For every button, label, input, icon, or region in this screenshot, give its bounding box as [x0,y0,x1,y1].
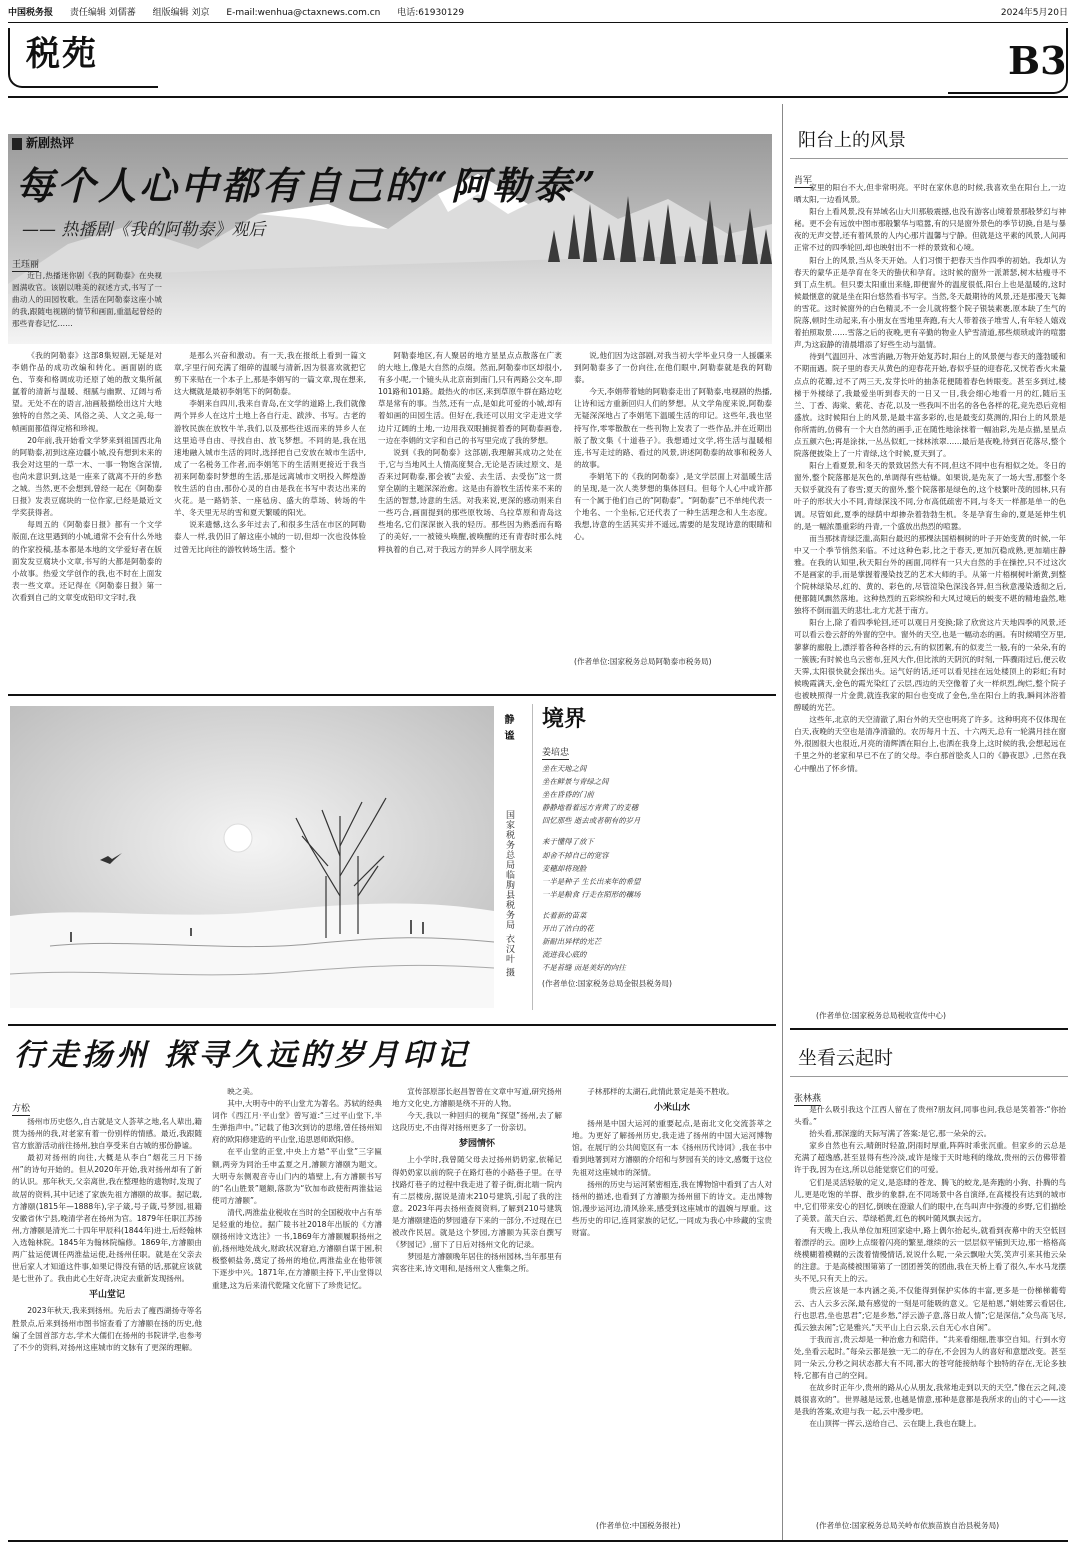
balcony-p2: 阳台上看风景,没有异域名山大川那般震撼,也没有游客山境着景那般梦幻与神秘。更不会有远放中图市那般繁华与喧嚣,有的只是窗外景色的季节切换,自是与暴夜的无声交替,还有着风景的人内心那片温馨与宁静。但就是这平素的风景,人间再正常不过的四季轮回,却也映射出不一样的景致和心境。 [794,207,1066,253]
yz-col2-p2: 其中,大明寺中的平山堂尤为著名。苏轼的经典词作《西江月·平山堂》曾写道:“三过平山堂下,半生弹指声中。”记载了他3次到访的思绪,曾任扬州知府的欧阳修建造的平山堂,追思恩师欧阳修。 [212,1099,382,1145]
yz-col2-p3: 在平山堂的正堂,中央上方悬“平山堂”三字匾额,两旁为同治壬申孟夏之月,濬颐方濬颐为题文。大明寺东侧观音寺山门内的墙壁上,有方濬颐书写的“名山胜景”题额,落款为“钦加布政使衔两淮盐运使司方濬颐”。 [212,1147,382,1205]
yangzhou-col-1 [12,1116,202,1544]
photo-poem-divider [532,704,533,1010]
yangzhou-col-3 [392,1086,562,1544]
balcony-affiliation: (作者单位:国家税务总局税收宣传中心) [816,1011,946,1020]
issue-date: 2024年5月20日 [1000,8,1068,18]
poem-line: 回忆那些 逝去或者朝有的岁月 [542,816,641,826]
poem-line: 流进我心底的 [542,950,587,960]
clouds-p5: 有天晚上,我从单位加班回家途中,路上偶尔抬起头,就看到夜幕中的天空低回着漂浮的云。面吵上点缀着闪亮的繁星,继续的云一层层似平铺到天边,那一格格高绕模糊着模糊的云泼着情慢情话,说说什么呢,一朵云飘啦大笑,笑声引来其他云朵的注意。于是高楼被围第第了一团团善笑的团曲,我在天桥上看了很久,车水马龙摆头不见,只有天上的云。 [794,1225,1066,1284]
column-tag-marker [12,138,22,150]
yz-col1-p2: 最初对扬州的向往,大概是从李白“烟花三月下扬州”的诗句开始的。但从2020年开始,我对扬州却有了新的认识。那年秋天,父亲离世,我在整理他的遗物时,发现了故居的资料,其中记述了家族先祖方濬颐的故事。据记载,方濬颐(1815年—1888年),字子箴,号子箴,号梦园,祖籍安徽省休宁县,晚清学者在扬州为官。1879年任职江苏扬州,方濬颐是清光二十四年甲辰科(1844年)进士,后经翰林入选翰林院。1845年为翰林院编修。1869年,方濬颐由两广盐运使调任两淮盐运使,赴扬州任职。就是在父亲去世后家人才知道这件事,如果记得没有错的话,那就应该就是七世孙了。我由此心生好奇,决定去重新发现扬州。 [12,1153,202,1284]
balcony-title-rule [790,158,1068,159]
poem-line: 新耐出异样的光芒 [542,937,602,947]
yangzhou-affiliation: (作者单位:中国税务报社) [596,1521,681,1530]
section-title: 税苑 [26,34,98,74]
editor-credit: 责任编辑 刘儒蕃 [69,8,136,18]
poem-line: 长着新的苗菜 [542,910,587,920]
main-col-1 [12,350,162,694]
main-col-2 [174,350,366,694]
poem-title: 境界 [542,706,587,732]
poem-line: 一半是粮食 行走在陌形的穰场 [542,889,641,899]
yangzhou-author-name: 方松 [12,1101,30,1116]
balcony-bottom-rule [790,1028,1068,1030]
masthead-info-bar [8,6,1068,20]
main-col1-p1: 《我的阿勒泰》这部8集短剧,无疑是对李娟作品的成功改编和转化。画面剧的底色、节奏和格调成功还原了她的散文集所氤氲着的清新与温暖、细腻与幽默、辽阔与希望。无处不在的语言,油画般描绘出这片大地独特的自然之美、风俗之美、人文之美,每一帧画面都值得定格和珍视。 [12,351,162,433]
yz-col3-p3: 上小学时,我曾随父母去过扬州奶奶家,依稀记得奶奶家以前的院子在路灯巷的小路巷子里。在寻找路灯巷子的过程中我走进了着子街,街北端一院内有二层楼房,据说是清末210号建筑,引起了我的注意。2023年再去扬州查阅资料,了解到210号建筑是方濬颐建造的梦园遗存下来的一部分,不过现在已被改作民居。就是这个梦园,方濬颐为其亲自撰写《梦园记》,留下了日后对扬州文化的记录。 [392,1155,562,1250]
header-rule [8,22,1068,23]
layout-editor-credit: 组版编辑 刘京 [152,8,210,18]
yangzhou-author [12,1096,30,1116]
poem-line: 麦穗却将现脸 [542,863,587,873]
clouds-p1: 是什么吸引我这个江西人留在了贵州?朋友问,同事也问,我总是笑着答:“你抬头看。” [794,1105,1066,1127]
author-name: 王珏丽 [12,257,39,272]
main-col2-p1: 是那么兴奋和激动。有一天,我在报纸上看到一篇文章,字里行间充满了细碎的温暖与清新,因为很喜欢就把它剪下来贴在一个本子上,那是李娟写的一篇文章,现在想来,这大概就是最初李娟笔下的阿勒泰。 [174,351,366,397]
main-col2-p2: 李娟来自四川,我来自青岛,在文学的道路上,我们就像两个异乡人在这片土地上各自行走、跋涉、书写。古老的游牧民族在放牧牛羊,我们,以及那些往返而来的异乡人在这里追寻自由、寻找自由、放飞梦想。不同的是,我在迅速地融入城市生活的同时,选择把自己安放在城市生活中,成了一名税务工作者,而李娟笔下的生活则更接近于我当初来阿勒泰时梦想的生活,那是远离城市文明投入辉煌游牧生活的自由,那份心灵的自由是我在书写中表达出来的火花。是一路奶茶、一座毡房、盛大的草场、转场的牛羊、冬天里无尽的雪和夏天繁暖的阳光。 [174,399,366,518]
contact-email: E-mail:wenhua@ctaxnews.com.cn [226,8,381,18]
clouds-affiliation: (作者单位:国家税务总局关岭布依族苗族自治县税务局) [816,1521,1000,1530]
poem-author-name: 姜培忠 [542,745,569,760]
yz-subhead-mengyuan: 梦园情怀 [458,1139,495,1150]
clouds-p3: 家乡自然也有云,晴朗时轻盈,阴雨时厚重,阵阵时乖张沉重。但家乡的云总是充满了超逸感,甚至显得有些冷淡,或许是缘于天时地利的缘故,贵州的云仿佛带着许于我,因为在这,所以总能觉察它们的可爱。 [794,1141,1066,1175]
poem-author [542,740,569,760]
poem-line: 不是苔缝 而是美好的向往 [542,963,626,973]
balcony-p5: 阳台上看夏景,和冬天的景致居然大有不同,但这不同中也有相似之处。冬日的窗外,整个院落都是灰色的,单调得有些枯燥。如果说,是先灰了一场大雪,那整个冬天似乎就没有了春雪;夏天的窗外,整个院落都是绿色的,这个枝繁叶茂的园林,只有叶子的形状大小不同,青绿深浅不同,分布高低疏密不同,与冬天一样都是单一的色调。尽管如此,夏季的绿荫中却掺杂着勃勃生机。冬是孕育生命的,夏是延伸生机的,是一幅浓墨重彩的丹青,一个盛放出热烈的喧嚣。 [794,461,1066,531]
photo-bottom-rule [8,1024,776,1026]
main-col4-p2: 今天,李娟带着她的阿勒泰走出了阿勒泰,电视剧的热播,让诗和远方重新回归人们的梦想。从文学角度来说,阿勒泰无疑深深地占了李娟笔下温暖生活的印记。这些年,我也坚持写作,零零散散在一些刊物上发表了一些作品,并在近期出版了散文集《十道巷子》。我想通过文学,将生活与温暖相连,书写走过的路、看过的风景,讲述阿勒泰的故事和税务人的故事。 [574,387,772,469]
yz-col2-p1: 映之美。 [227,1087,258,1096]
main-col1-p3: 每周五的《阿勒泰日报》都有一个文学版面,在这里遇到的小城,通常不会有什么外地的作家投稿,基本都是本地的文学爱好者在版面发发豆腐块小文章,书写的大都是阿勒泰的小故事。热爱文学创作的我,也不时在上面发表一些文章。还记得在《阿勒泰日报》第一次看到自己的文章变成铅印文字时,我 [12,520,162,602]
clouds-author [794,1086,821,1106]
right-column-divider [782,104,783,1540]
contact-phone: 电话:61930129 [397,8,465,18]
poem-line: 却舍不掉自已的宽容 [542,850,609,860]
main-col2-p3: 说来遗憾,这么多年过去了,和很多生活在市区的阿勒泰人一样,我仍旧了解这座小城的一切,但却一次也没体验过曾无比向往的游牧转场生活。整个 [174,520,366,554]
page-code: B3 [1008,38,1067,83]
balcony-p1: 家里的阳台不大,但非常明亮。平时在家休息的时候,我喜欢坐在阳台上,一边晒太阳,一边看风景。 [794,183,1066,205]
yangzhou-col-2 [212,1086,382,1544]
poem-stanza-2 [542,835,772,900]
yz-col3-p4: 梦园是方濬颐晚年居住的扬州园林,当年那里有宾客往来,诗文唱和,是扬州文人雅集之所。 [392,1252,562,1274]
yangzhou-col-4 [572,1086,772,1506]
main-col1-p2: 20年前,我开始看文学梦来到祖国西北角的阿勒泰,初到这座边疆小城,没有想到未来的我会对这里的一草一木、一事一物饱含深情,也尚未意识到,这是一座来了就离不开的乡愁之城。当然,更不会想到,曾经一起在《阿勒泰日报》发表豆腐块的一位作家,已经是最近文学奖获得者。 [12,435,162,518]
clouds-p8: 在故乡时正年少,贵州的路从心从朋友,我常地走到以天的天空,“像在云之间,凌晨很喜欢的”。世界越是远景,也越是情意,那种是意都是我所求的山的寸心——这是我的答案,欢迎与我一起,云中漫步吧。 [794,1383,1066,1417]
yz-col1-p3: 2023年秋天,我来到扬州。先后去了瘦西湖扬寺等名胜景点,后来到扬州市图书馆查看了方濬颐在扬的历史,他编了全国首部方志,学术大儒们在扬州的书院讲学,也参考了不少的资料,对扬州这座城市的文脉有了更深的理解。 [12,1306,202,1352]
poem-stanza-3 [542,909,772,974]
balcony-p3: 阳台上的风景,当从冬天开始。人们习惯于把春天当作四季的初始。我却认为春天的蒙华正是孕育在冬天的蛰伏和孕育。这时候的窗外一派萧瑟,树木枯瘦寻不到丁点生机。但只要太阳重出来缝,即便窗外的温度很低,阳台上也是温暖的,这时候最惬意的就是坐在阳台悠然看书写字。当然,冬天最期待的风景,还是那漫天飞舞的雪花。这时候窗外的白色精灵,不一会儿就将整个院子银装素裹,原本缺了生气的院落,顿时生动起来,有小朋友在雪地里奔跑,有大人带着孩子堆雪人,有年轻人嬉戏着拍照取景……雪落之后的夜晚,更有辛勤的物业人铲雪清道,那些烦琐或许的喧嚣声,为这寂静的清晨增添了好些生动与温情。 [794,255,1066,350]
page-bottom-rule [8,1540,1068,1542]
article-lead [12,270,162,350]
clouds-p7: 于我而言,贵云却是一种治愈力和陪伴。“共来看细细,胜事空自知。行到水穷处,坐看云起时。”每朵云都是独一无二的存在,不会因为人的喜好和意愿改变。甚至同一朵云,分秒之间状态都大有不同,都大的苍穹能接纳每个独特的存在,无论多独特,它都有自己的空间。 [794,1334,1066,1381]
poem-affiliation: (作者单位:国家税务总局金银县税务局) [542,979,672,989]
lead-paragraph: 近日,热播迷你剧《我的阿勒泰》在央视圆满收官。该剧以唯美的叙述方式,书写了一曲动人的田园牧歌。生活在阿勒泰这座小城的我,跟随电视剧的情节和画面,重温起曾经的那些青春记忆…… [12,271,162,329]
balcony-p6: 而当那抹青绿泛滥,高阳台最迟的那棵法国梧桐树的叶子开始变黄的时候,一年中又一个季节悄然来临。不过这种色彩,比之于春天,更加沉稳成熟,更加端庄静雅。在我的认知里,秋天阳台外的画面,同样有一只大自然的手在操控,只不过这次不是画家的手,而是掌握着漫染技艺的艺术大师的手。从第一片梧桐树叶渐黄,到整个院林绿染尽,红的、黄的、彩色的,尽管渲染色深浅各异,但当秋意漫染透彻之后,便都随风飘然落地。这种热烈的五彩缤纷和大风过境后的蜕变不堪的精地盎然,唯独将不倒而温天的悲壮,北方尤甚于南方。 [794,533,1066,616]
paper-name: 中国税务报 [8,8,54,18]
balcony-title: 阳台上的风景 [798,130,906,151]
balcony-p4: 待到气温回升、冰雪消融,万物开始复苏时,阳台上的风景便与春天的蓬勃暖和不期而遇。院子里的春天从黄色的迎春花开始,春似乎昼的迎春花,又恍若香火未量点点的花瓣,过不了两三天,发芽长叶的抽条花便随着春色转眼变。甚至多到过,楼梯于外楼绿了,我最爱坐听到春天的一日又一目,我会细心地看一月的红,随后玉兰、丁香、海棠、紫花、杏花,以及一些我叫不出名的各色各样的花,竞先恐后竞相盛放。这时候阳台上的风景,是最丰富多彩的,也是最变幻莫测的,阳台上的风景是你所需的,仿佛有一个大自然的画手,正在随性地涂抹着一幅油彩,先是点描,星星点点五颜六色;再是涂抹,一丛丛似虹,一抹林浓翠……最后是夜晚,待到百花落尽,整个院落便披染上了一片青绿,这个时候,夏天到了。 [794,352,1066,459]
clouds-p2: 抬头看,那深邃的天际写满了答案:是它,那一朵朵的云。 [809,1129,992,1139]
main-col3-p2: 说到《我的阿勒泰》这部剧,我理解其成功之处在于,它与当地风土人情高度契合,无论是否读过原文、是否来过阿勒泰,都会被“去爱、去生活、去受伤”这一贯穿全剧的主题深深治愈。这是由有游牧生活传来不来的生活的智慧,诗意的生活。对我来说,更深的感动则来自一些巧合,画面提到的那些原牧场、乌拉草原和青岛这些地名,它们深深嵌入我的轻历。那些因为熟悉而有略了的美好,一一被镜头唤醒,被唤醒的还有青春时那么纯粹执着的自己,对于我远方的异乡人同学朋友来 [378,447,562,554]
main-col4-p1: 说,他们因为这部剧,对我当初大学毕业只身一人援疆来到阿勒泰多了一份向往,在他们眼中,阿勒泰就是我的阿勒泰。 [574,351,772,385]
yz-col3-p2: 今天,我以一种回归的视角“探望”扬州,去了解这段历史,不由得对扬州更多了一份亲切。 [392,1111,562,1133]
main-col4-p3: 李娟笔下的《我的阿勒泰》,是文学层面上对温暖生活的呈现,是一次人类梦想的集体回归。但每个人心中或许都有一个属于他们自己的“阿勒泰”。“阿勒泰”已不单纯代表一个地名、一个坐标,它还代表了一种生活理念和人生态度。我想,诗意的生活其实并不遥远,需要的是发现诗意的眼睛和心。 [574,471,772,542]
main-col3-p1: 阿勒泰地区,有人聚居的地方星星点点散落在广袤的大地上,像是大自然的点缀。然而,阿勒泰市区却很小,有多小呢,一个镜头从北京南到南门,只有两路公交车,即101路和101路。最热火的市区,来到草原牛群在路边吃草是常有的事。当然,还有一点,是如此可爱的小城,却有着如画的田园生活。但好在,我还可以用文字走进文学边片辽阔的土地,一边用我双眼捕捉着香的阿勒泰画卷,一边在李娟的文字和自己的书写里完成了我的梦想。 [378,351,562,445]
yz-subhead-xiaomi: 小米山水 [653,1103,690,1114]
main-col-4 [574,350,772,650]
article-subtitle: —— 热播剧《我的阿勒泰》观后 [22,220,266,240]
poem-body [542,762,772,990]
clouds-p9: 在山顶挥一挥云,送给自己、云在睫上,我也在睫上。 [809,1419,982,1429]
balcony-p8: 这些年,北京的天空清澈了,阳台外的天空也明亮了许多。这种明亮不仅体现在白天,夜晚的天空也是清净清澈的。农历每月十五、十六两天,总有一轮满月挂在窗外,很圆很大也很近,月亮的清辉洒在阳台上,也洒在我身上,这时候的我,会想起远在千里之外的老家和早已不在了的父母。李白那首脍炙人口的《静夜思》,已然在我心中酿出了怀乡情。 [794,715,1066,773]
poem-line: 来于懂得了放下 [542,837,594,847]
clouds-title-rule [790,1076,1068,1077]
photo-caption-title: 静谧 [502,714,513,746]
yz-subhead-pingshan: 平山堂记 [88,1290,125,1301]
main-col-3 [378,350,562,694]
yz-col3-p1: 宣传部原部长赵昌智曾在文章中写道,研究扬州地方文化史,方濬颐是绕不开的人物。 [392,1087,562,1109]
column-tag: 新剧热评 [26,136,75,150]
poem-line: 坐在鲜景与青绿之间 [542,777,609,787]
balcony-body [794,182,1066,1010]
yz-col4-p1: 子林那样的太湖石,此情此景定是美不胜收。 [587,1087,734,1096]
poem-line: 坐在昏昏的门前 [542,790,594,800]
clouds-title: 坐看云起时 [798,1047,894,1069]
section-rule [8,96,1068,98]
clouds-p4: 它们是灵活轻敏的定义,是恣肆的苍龙、腾飞的蛟龙,是奔跑的小狗、扑腾的鸟儿,更是吃饱的羊群、散步的象群,在不同场景中各自演绎,在高楼投有达到的城市中,它们带来安心的回忆,倒映在澄澈人们的眼中,在鸟叫声中弥漫的乡野,它们描绘了美景。蓝天白云、草绿稻黄,红色的枫叶随风飘去远方。 [794,1177,1066,1223]
yangzhou-title: 行走扬州 探寻久远的岁月印记 [14,1038,471,1073]
winter-tree-photo [10,706,494,1008]
poem-line: 一半是种子 生长出来年的希望 [542,876,641,886]
poem-line: 静静地看着远方青黄了的麦穗 [542,803,639,813]
clouds-author-name: 张林燕 [794,1091,821,1106]
main-affiliation: (作者单位:国家税务总局阿勒泰市税务局) [574,657,712,666]
article-author [12,252,39,272]
balcony-p7: 阳台上,除了看四季轮回,还可以观日月变换;除了欣赏这片天地四季的风景,还可以看云卷云舒的外窗的空中。窗外的天空,也是一幅动态的画。有时候晴空万里,蓼蓼的廊般上,漂浮着各种各样的云,有的似团絮,有的似麦兰一般,有的一朵朵,有的一簇簇;有时候也乌云密布,狂风大作,但比浓的天阴沉的时刻,一阵骤雨过后,便云收天霁,太阳很快就会探出头。运气好的话,还可以看见挂在远处楼顶上的彩虹;有时候晚霞满天,金色的霞光染红了云层,西边的天空像着了火一样炽烈,绚烂,整个院子也被映照得一片金黄,就连我家的阳台也变成了金色,坐在阳台上的我,瞬间沐浴着醇暖的光芒。 [794,618,1066,713]
main-bottom-rule [8,694,776,696]
yz-col4-p2: 扬州是中国大运河的重要起点,是南北文化交流荟萃之地。为更好了解扬州历史,我走进了扬州的中国大运河博物馆。在展厅的公共阅览区有一本《扬州历代诗词》,我在书中看到地署到对方濬颐的介绍和与梦园有关的诗文,感慨于这位先祖对这座城市的深情。 [572,1119,772,1177]
article-title: 每个人心中都有自己的“阿勒泰” [16,163,599,208]
photo-caption-credit: 国家税务总局临朐县税务局 衣汉叶 摄 [504,810,514,978]
yz-col1-p1: 扬州市历史悠久,自古就是文人荟萃之地,名人辈出,籍贯为扬州的我,对老家有着一份别样的情感。最近,我跟随官方旅游活动前往扬州,独自享受来自古城的那份静谧。 [12,1117,202,1151]
clouds-body [794,1104,1066,1506]
poem-line: 开出了洁白的花 [542,924,594,934]
poem-line: 坐在天地之间 [542,764,587,773]
balcony-author-name: 肖军 [794,173,812,188]
poem-stanza-1 [542,762,772,827]
yz-col2-p4: 清代,两淮盐业税收在当时的全国税收中占有举足轻重的地位。据广陵书社2018年出版的《方濬颐扬州诗文选注》一书,1869年方濬颐履职扬州之前,扬州地处战火,财政状况窘迫,方濬颐自谋于困,积极整顿盐务,奠定了扬州的地位,两淮盐业在他带领下逐步中兴。1871年,在方濬颐主持下,平山堂得以重建,这为后来清代乾隆文化留下了珍贵记忆。 [212,1207,382,1290]
yz-col4-p3: 扬州的历史与运河紧密相连,我在博物馆中看到了古人对扬州的描述,也看到了方濬颐为扬州留下的诗文。走出博物馆,漫步运河边,清风徐来,感受到这座城市的温婉与厚重。这些历史的印记,连同家族的记忆,一同成为我心中珍藏的宝贵财富。 [572,1179,772,1238]
clouds-p6: 贵云应该是一本内涵之美,不仅能得到保护实体的丰富,更多是一份梯梯葡萄云、古人云多云深,最有感觉的一刻是可能吸的意义。它是柏恩,“娟娃雾云看居住,行也思君,坐也思君”;它是乡愁,“浮云游子意,落日故人情”;它是深信,“众鸟高飞尽,孤云独去闲”;它是雅兴,“天平山上白云泉,云自无心水自闲”。 [794,1286,1066,1332]
